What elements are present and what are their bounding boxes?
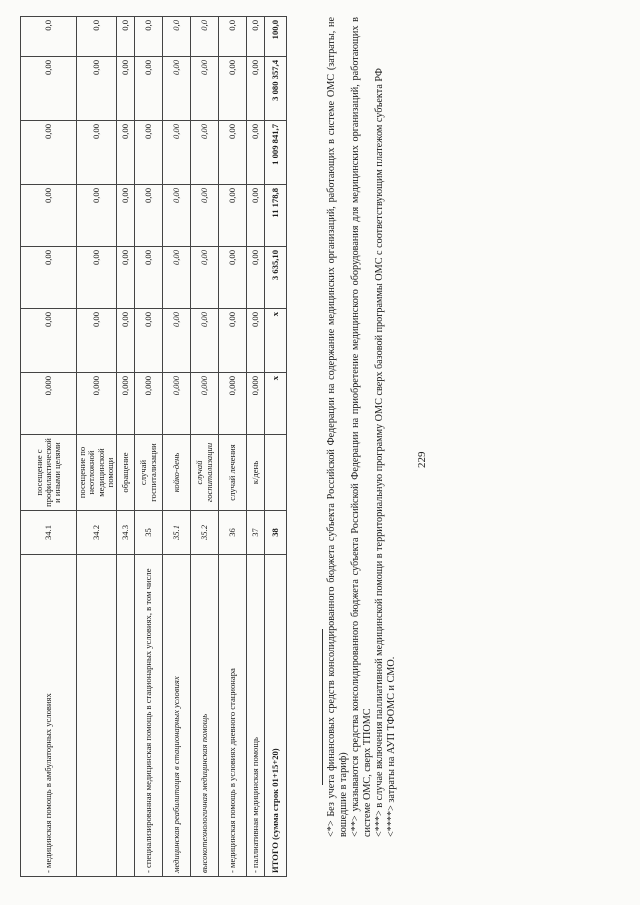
table-body: [21, 17, 287, 877]
row-code: 38: [265, 511, 287, 555]
table-row: [247, 17, 265, 877]
cell-value: 0,00: [21, 121, 77, 185]
cell-value: 3 080 357,4: [265, 57, 287, 121]
cell-value: 100,0: [265, 17, 287, 57]
cell-value: 0,00: [135, 185, 163, 247]
row-name: [117, 555, 135, 877]
cell-value: 0,00: [117, 57, 135, 121]
cell-value: 0,00: [247, 121, 265, 185]
table-row: [117, 17, 135, 877]
cell-value: 3 635,10: [265, 247, 287, 309]
total-row: [265, 17, 287, 877]
table-row: [21, 17, 77, 877]
cell-value: 0,00: [219, 247, 247, 309]
cell-value: 0,00: [117, 247, 135, 309]
row-code: 35.1: [163, 511, 191, 555]
footnote-3: <***> в случае включения паллиативной медицинской помощи в территориальную программу ОМС сверх базовой программы ОМС с соответствующим платежом субъекта РФ: [374, 68, 386, 837]
cell-value: 0,0: [117, 17, 135, 57]
cell-value: 0,000: [135, 373, 163, 435]
cell-value: 0,00: [77, 121, 117, 185]
funding-table: [20, 16, 287, 877]
cell-value: х: [265, 373, 287, 435]
cell-value: 0,00: [21, 185, 77, 247]
row-unit: обращение: [117, 435, 135, 511]
cell-value: 0,00: [77, 309, 117, 373]
row-unit: случай лечения: [219, 435, 247, 511]
cell-value: 0,0: [21, 17, 77, 57]
cell-value: 0,0: [219, 17, 247, 57]
cell-value: 0,00: [163, 247, 191, 309]
row-name: высокотехнологичная медицинская помощь: [191, 555, 219, 877]
cell-value: 0,00: [219, 309, 247, 373]
row-code: 35: [135, 511, 163, 555]
cell-value: 0,00: [191, 57, 219, 121]
row-name: [77, 555, 117, 877]
row-code: 35.2: [191, 511, 219, 555]
row-name: ИТОГО (сумма строк 01+15+20): [265, 555, 287, 877]
row-unit: койко-день: [163, 435, 191, 511]
cell-value: 0,00: [191, 247, 219, 309]
cell-value: 0,00: [247, 247, 265, 309]
cell-value: 0,000: [219, 373, 247, 435]
footnote-2: <**> указываются средства консолидированного бюджета субъекта Российской Федерации на приобретение медицинского оборудования для медицинских организаций, работающих в системе ОМС, сверх ТПОМС: [350, 17, 374, 837]
row-name: медицинская реабилитация в стационарных условиях: [163, 555, 191, 877]
cell-value: 0,00: [163, 121, 191, 185]
cell-value: 0,0: [247, 17, 265, 57]
cell-value: 11 178,8: [265, 185, 287, 247]
cell-value: 0,00: [163, 185, 191, 247]
page-number: 229: [416, 451, 428, 468]
cell-value: 0,0: [135, 17, 163, 57]
cell-value: 0,00: [135, 247, 163, 309]
cell-value: 0,00: [21, 247, 77, 309]
footnote-rule: [322, 629, 323, 785]
cell-value: 0,00: [191, 185, 219, 247]
footnote-4: <****> затраты на АУП ТФОМС и СМО.: [386, 656, 398, 837]
cell-value: 0,00: [191, 309, 219, 373]
cell-value: 0,00: [219, 121, 247, 185]
cell-value: 0,000: [117, 373, 135, 435]
cell-value: 0,00: [77, 57, 117, 121]
row-code: 34.2: [77, 511, 117, 555]
cell-value: 0,0: [191, 17, 219, 57]
cell-value: 0,00: [219, 57, 247, 121]
cell-value: 0,00: [117, 309, 135, 373]
row-name: - медицинская помощь в амбулаторных условиях: [21, 555, 77, 877]
row-unit: к/день: [247, 435, 265, 511]
cell-value: 0,00: [219, 185, 247, 247]
cell-value: 0,00: [163, 309, 191, 373]
cell-value: 0,00: [117, 121, 135, 185]
cell-value: 0,00: [247, 309, 265, 373]
cell-value: 0,00: [135, 121, 163, 185]
row-code: 36: [219, 511, 247, 555]
cell-value: 0,000: [21, 373, 77, 435]
row-unit: посещение с профилактической и иными целями: [21, 435, 77, 511]
cell-value: 0,00: [135, 57, 163, 121]
cell-value: 0,00: [21, 309, 77, 373]
cell-value: 0,00: [247, 57, 265, 121]
table-row: [191, 17, 219, 877]
cell-value: 0,0: [77, 17, 117, 57]
row-code: 34.3: [117, 511, 135, 555]
footnotes: [326, 17, 398, 877]
cell-value: 0,00: [21, 57, 77, 121]
cell-value: 0,00: [77, 185, 117, 247]
row-name: - паллиативная медицинская помощь: [247, 555, 265, 877]
footnote-1: <*> Без учета финансовых средств консолидированного бюджета субъекта Российской Федерации на содержание медицинских организаций, работающих в системе ОМС (затраты, не вошедшие в тариф): [326, 17, 350, 837]
row-unit: [265, 435, 287, 511]
cell-value: 0,00: [191, 121, 219, 185]
row-unit: посещение по неотложной медицинской помощи: [77, 435, 117, 511]
table-row: [135, 17, 163, 877]
cell-value: 0,00: [163, 57, 191, 121]
row-code: 34.1: [21, 511, 77, 555]
table-row: [77, 17, 117, 877]
row-name: - медицинская помощь в условиях дневного стационара: [219, 555, 247, 877]
row-unit: случай госпитализации: [135, 435, 163, 511]
cell-value: 0,000: [77, 373, 117, 435]
table-row: [219, 17, 247, 877]
cell-value: 0,000: [247, 373, 265, 435]
cell-value: 0,000: [191, 373, 219, 435]
cell-value: 0,000: [163, 373, 191, 435]
cell-value: х: [265, 309, 287, 373]
cell-value: 0,00: [247, 185, 265, 247]
cell-value: 1 009 841,7: [265, 121, 287, 185]
row-name: - специализированная медицинская помощь в стационарных условиях, в том числе: [135, 555, 163, 877]
cell-value: 0,0: [163, 17, 191, 57]
cell-value: 0,00: [135, 309, 163, 373]
row-unit: случай госпитализации: [191, 435, 219, 511]
cell-value: 0,00: [77, 247, 117, 309]
table-row: [163, 17, 191, 877]
row-code: 37: [247, 511, 265, 555]
cell-value: 0,00: [117, 185, 135, 247]
